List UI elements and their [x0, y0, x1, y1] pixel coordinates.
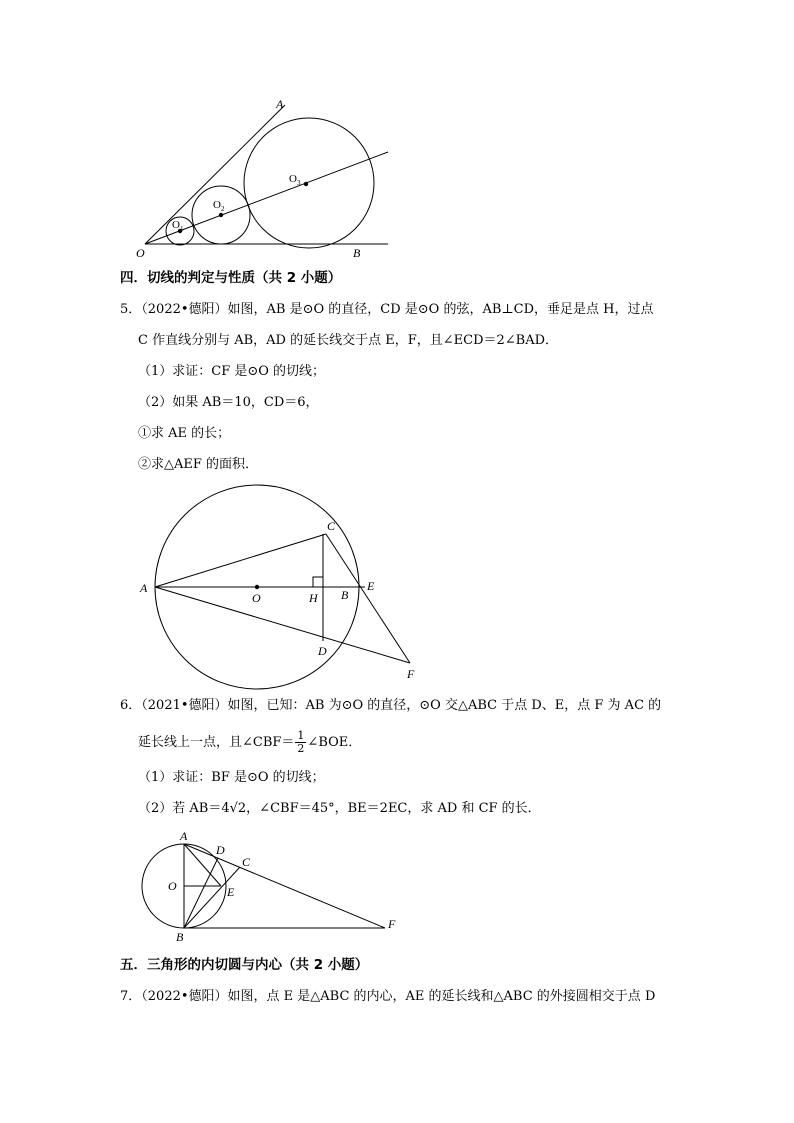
fraction-numerator: 1 — [297, 729, 305, 742]
q6-line-3: （1）求证：BF 是⊙O 的切线； — [138, 770, 325, 785]
label-O1: $O_1$ — [172, 219, 184, 233]
q6-line-2-start: 延长线上一点，且∠CBF＝ — [138, 735, 295, 750]
segment-AF — [155, 587, 410, 663]
q6-line-2-end: ∠BOE． — [307, 735, 362, 750]
q7-line-1: 7．（2022•德阳）如图，点 E 是△ABC 的内心，AE 的延长线和△ABC 的外接圆相交于点 D — [120, 989, 656, 1004]
q6-line-2 — [138, 730, 361, 755]
segment-BD — [184, 858, 218, 928]
fraction-one-half — [295, 730, 306, 755]
figure-circle-tangent-bf — [130, 826, 410, 946]
q5-line-2: C 作直线分别与 AB，AD 的延长线交于点 E，F，且∠ECD＝2∠BAD． — [138, 333, 559, 348]
circle-O3 — [244, 118, 374, 248]
label-D: D — [216, 843, 225, 857]
label-O: O — [168, 879, 177, 893]
label-O2: $O_2$ — [213, 199, 225, 213]
label-D: D — [318, 644, 327, 658]
q5-line-4: （2）如果 AB＝10，CD＝6， — [138, 395, 319, 410]
label-B: B — [341, 588, 349, 602]
label-B: B — [353, 246, 361, 260]
label-C: C — [242, 855, 251, 869]
q6-line-1: 6．（2021•德阳）如图，已知：AB 为⊙O 的直径，⊙O 交△ABC 于点 D、E，点 F 为 AC 的 — [120, 698, 662, 713]
fraction-denominator: 2 — [297, 742, 305, 755]
q5-line-3: （1）求证：CF 是⊙O 的切线； — [138, 364, 326, 379]
label-F: F — [388, 917, 396, 931]
figure-circle-tangent-cf — [130, 510, 430, 685]
q5-line-5: ①求 AE 的长； — [138, 426, 231, 441]
label-A: A — [180, 829, 188, 843]
label-O3: $O_3$ — [289, 173, 301, 187]
q5-line-1: 5．（2022•德阳）如图，AB 是⊙O 的直径，CD 是⊙O 的弦，AB⊥CD，垂足是点 H，过点 — [120, 302, 654, 317]
label-B: B — [176, 930, 184, 944]
q6-line-4: （2）若 AB＝4√2，∠CBF＝45°，BE＝2EC，求 AD 和 CF 的长． — [138, 801, 541, 816]
label-C: C — [327, 519, 336, 533]
label-A: A — [276, 97, 284, 111]
segment-AC — [155, 534, 326, 587]
label-E: E — [367, 579, 375, 593]
right-angle-mark — [313, 577, 323, 587]
label-F: F — [407, 667, 415, 681]
q5-line-6: ②求△AEF 的面积． — [138, 457, 259, 472]
label-A: A — [140, 581, 148, 595]
segment-CF — [326, 534, 410, 663]
section-4-title: 四．切线的判定与性质（共 2 小题） — [120, 270, 342, 286]
figure-tangent-circles — [130, 95, 400, 265]
label-O: O — [136, 246, 145, 260]
ray-OA — [145, 105, 285, 244]
section-5-title: 五．三角形的内切圆与内心（共 2 小题） — [120, 957, 369, 973]
label-E: E — [227, 885, 235, 899]
label-O: O — [252, 591, 261, 605]
label-H: H — [309, 591, 318, 605]
